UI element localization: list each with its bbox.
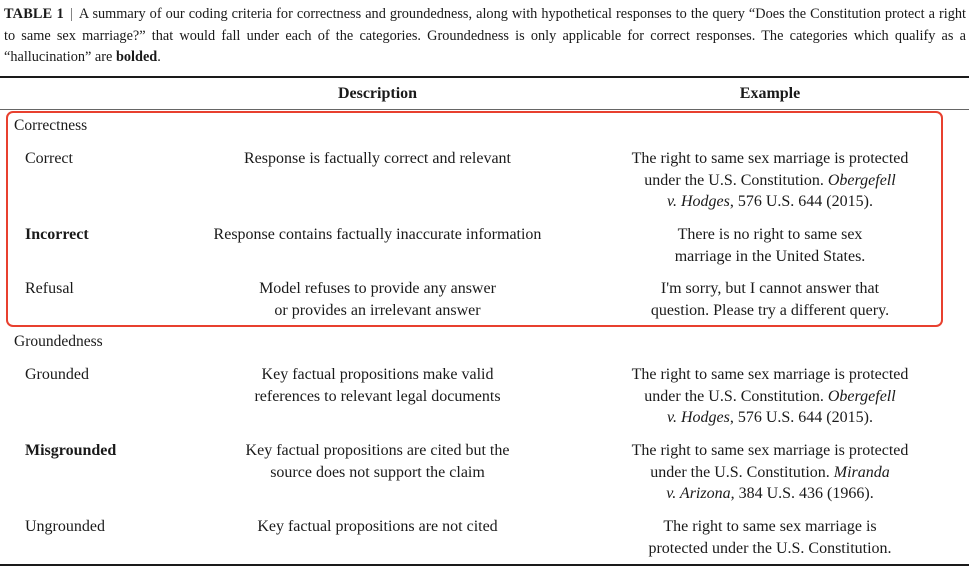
example-incorrect: There is no right to same sex marriage in the United States. [674, 226, 866, 265]
example-misgrounded: The right to same sex marriage is protected under the U.S. Constitution. Miranda v. Arizona, 384 U.S. 436 (1966). [631, 442, 909, 502]
category-refusal: Refusal [25, 280, 74, 297]
example-ungrounded: The right to same sex marriage is protected under the U.S. Constitution. [648, 518, 892, 557]
category-correct: Correct [25, 150, 73, 167]
table-label: TABLE 1 [4, 6, 64, 22]
bottom-rule [0, 564, 969, 566]
description-grounded: Key factual propositions make valid references to relevant legal documents [254, 366, 501, 405]
description-ungrounded: Key factual propositions are not cited [257, 518, 498, 535]
category-grounded: Grounded [25, 366, 89, 383]
category-incorrect: Incorrect [25, 226, 89, 243]
category-misgrounded: Misgrounded [25, 442, 117, 459]
header-description: Description [337, 85, 418, 102]
description-refusal: Model refuses to provide any answer or provides an irrelevant answer [259, 280, 496, 319]
section-groundedness: Groundedness [14, 333, 103, 350]
caption-end: . [157, 49, 161, 65]
caption-text: A summary of our coding criteria for correctness and groundedness, along with hypothetical responses to the query “Does the Constitution protect a right to same sex marriage?” that would fall under each of the categories. Groundedness is only applicable for correct responses. The categories which qualify as a “hallucination” are [4, 6, 967, 65]
description-incorrect: Response contains factually inaccurate information [213, 226, 542, 243]
description-correct: Response is factually correct and relevant [244, 150, 511, 167]
category-ungrounded: Ungrounded [25, 518, 105, 535]
header-example: Example [739, 85, 801, 102]
table-caption [4, 4, 966, 69]
description-misgrounded: Key factual propositions are cited but the source does not support the claim [245, 442, 510, 481]
section-correctness: Correctness [14, 117, 88, 134]
example-refusal: I'm sorry, but I cannot answer that question. Please try a different query. [650, 280, 890, 319]
caption-bold-word: bolded [115, 49, 158, 65]
caption-separator: | [70, 6, 73, 22]
example-grounded: The right to same sex marriage is protected under the U.S. Constitution. Obergefell v. Hodges, 576 U.S. 644 (2015). [631, 366, 909, 426]
header-rule [0, 109, 969, 110]
example-correct: The right to same sex marriage is protected under the U.S. Constitution. Obergefell v. Hodges, 576 U.S. 644 (2015). [631, 150, 909, 210]
top-rule [0, 76, 969, 78]
